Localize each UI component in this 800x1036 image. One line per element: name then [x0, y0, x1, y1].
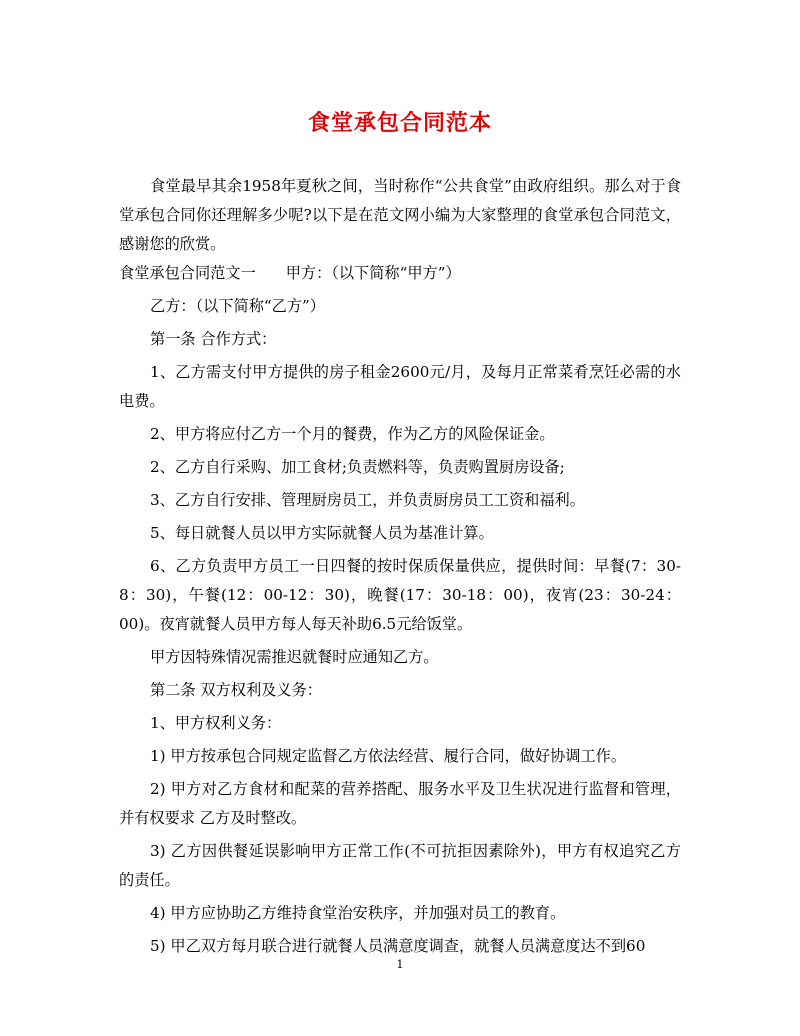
sample-heading-line [119, 259, 681, 288]
clause-item: 5、每日就餐人员以甲方实际就餐人员为基准计算。 [150, 524, 494, 542]
sample-label: 食堂承包合同范文一 [119, 264, 256, 282]
clause-item: 1、乙方需支付甲方提供的房子租金2600元/月，及每月正常菜肴烹饪必需的水电费。 [119, 363, 681, 410]
page-number: 1 [396, 958, 404, 971]
intro-paragraph: 食堂最早其余1958年夏秋之间，当时称作“公共食堂”由政府组织。那么对于食堂承包合同你还理解多少呢?以下是在范文网小编为大家整理的食堂承包合同范文，感谢您的欣赏。 [119, 177, 681, 253]
rights-item: 2) 甲方对乙方食材和配菜的营养搭配、服务水平及卫生状况进行监督和管理，并有权要求 乙方及时整改。 [119, 780, 681, 827]
clause-item: 2、乙方自行采购、加工食材;负责燃料等，负责购置厨房设备; [150, 458, 565, 476]
rights-item: 5) 甲乙双方每月联合进行就餐人员满意度调查，就餐人员满意度达不到60 [150, 937, 646, 955]
clause-item: 甲方因特殊情况需推迟就餐时应通知乙方。 [150, 648, 439, 666]
clause-item: 6、乙方负责甲方员工一日四餐的按时保质保量供应，提供时间：早餐(7：30-8：30)，午餐(12：00-12：30)，晚餐(17：30-18：00)，夜宵(23：30-24：00)。夜宵就餐人员甲方每人每天补助6.5元给饭堂。 [119, 557, 681, 633]
document-body [119, 172, 681, 961]
rights-item: 3) 乙方因供餐延误影响甲方正常工作(不可抗拒因素除外)，甲方有权追究乙方的责任。 [119, 842, 681, 889]
article-1-title: 第一条 合作方式： [150, 330, 277, 348]
document-title: 食堂承包合同范本 [307, 110, 492, 136]
party-a-line: 甲方：（以下简称“甲方”） [285, 264, 461, 282]
rights-item: 4) 甲方应协助乙方维持食堂治安秩序，并加强对员工的教育。 [150, 904, 566, 922]
clause-item: 3、乙方自行安排、管理厨房员工，并负责厨房员工工资和福利。 [150, 491, 585, 509]
party-b-line: 乙方：（以下简称“乙方”） [150, 297, 325, 315]
article-2-title: 第二条 双方权利及义务： [150, 681, 322, 699]
rights-item: 1) 甲方按承包合同规定监督乙方依法经营、履行合同，做好协调工作。 [150, 747, 627, 765]
rights-title: 1、甲方权利义务： [150, 714, 282, 732]
clause-item: 2、甲方将应付乙方一个月的餐费，作为乙方的风险保证金。 [150, 425, 555, 443]
